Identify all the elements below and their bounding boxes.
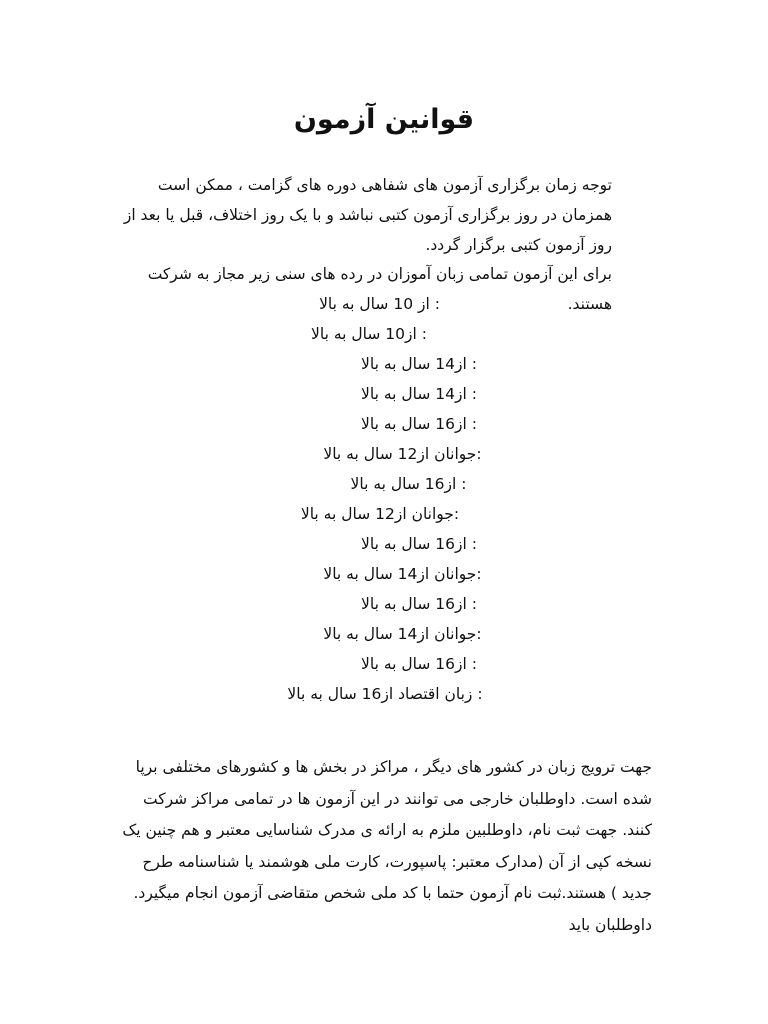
age-requirement-item: : از16 سال به بالا (361, 655, 477, 673)
age-requirement-item: : از16 سال به بالا (361, 415, 477, 433)
age-requirement-item: : از14 سال به بالا (361, 355, 477, 373)
page-title: قوانین آزمون (293, 104, 475, 135)
age-eligibility-intro: برای این آزمون تمامی زبان آموزان در رده های سنی زیر مجاز به شرکت هستند. (147, 265, 612, 313)
age-requirement-item: :جوانان از12 سال به بالا (323, 445, 482, 463)
age-requirement-item: : زبان اقتصاد از16 سال به بالا (287, 685, 483, 703)
age-requirement-item: :جوانان از14 سال به بالا (323, 625, 482, 643)
age-requirement-item: :جوانان از12 سال به بالا (300, 505, 460, 523)
age-requirement-item: : از16 سال به بالا (350, 475, 467, 493)
age-requirement-item: : از10 سال به بالا (311, 325, 427, 343)
exam-timing-paragraph: توجه زمان برگزاری آزمون های شفاهی دوره های گزامت ، ممکن است همزمان در روز برگزاری آزمون کتبی نباشد و با یک روز اختلاف، قبل یا بعد از روز آزمون کتبی برگزار گردد. (123, 176, 612, 254)
age-requirement-item: :جوانان از14 سال به بالا (323, 565, 482, 583)
age-requirements-list (0, 289, 768, 709)
age-requirement-item: : از16 سال به بالا (361, 535, 477, 553)
registration-paragraph: جهت ترویج زبان در کشور های دیگر ، مراکز در بخش ها و کشورهای مختلفی برپا شده است. داوطلبان خارجی می توانند در این آزمون ها در تمامی مراکز شرکت کنند. جهت ثبت نام، داوطلبین ملزم به ارائه ی مدرک شناسایی معتبر و هم چنین یک نسخه کپی از آن (مدارک معتبر: پاسپورت، کارت ملی هوشمند یا شناسنامه طرح جدید ) هستند.ثبت نام آزمون حتما با کد ملی شخص متقاضی آزمون انجام میگیرد. داوطلبان باید (122, 758, 652, 934)
age-requirement-item: : از 10 سال به بالا (319, 295, 440, 313)
age-requirement-item: : از14 سال به بالا (361, 385, 477, 403)
age-requirement-item: : از16 سال به بالا (361, 595, 477, 613)
